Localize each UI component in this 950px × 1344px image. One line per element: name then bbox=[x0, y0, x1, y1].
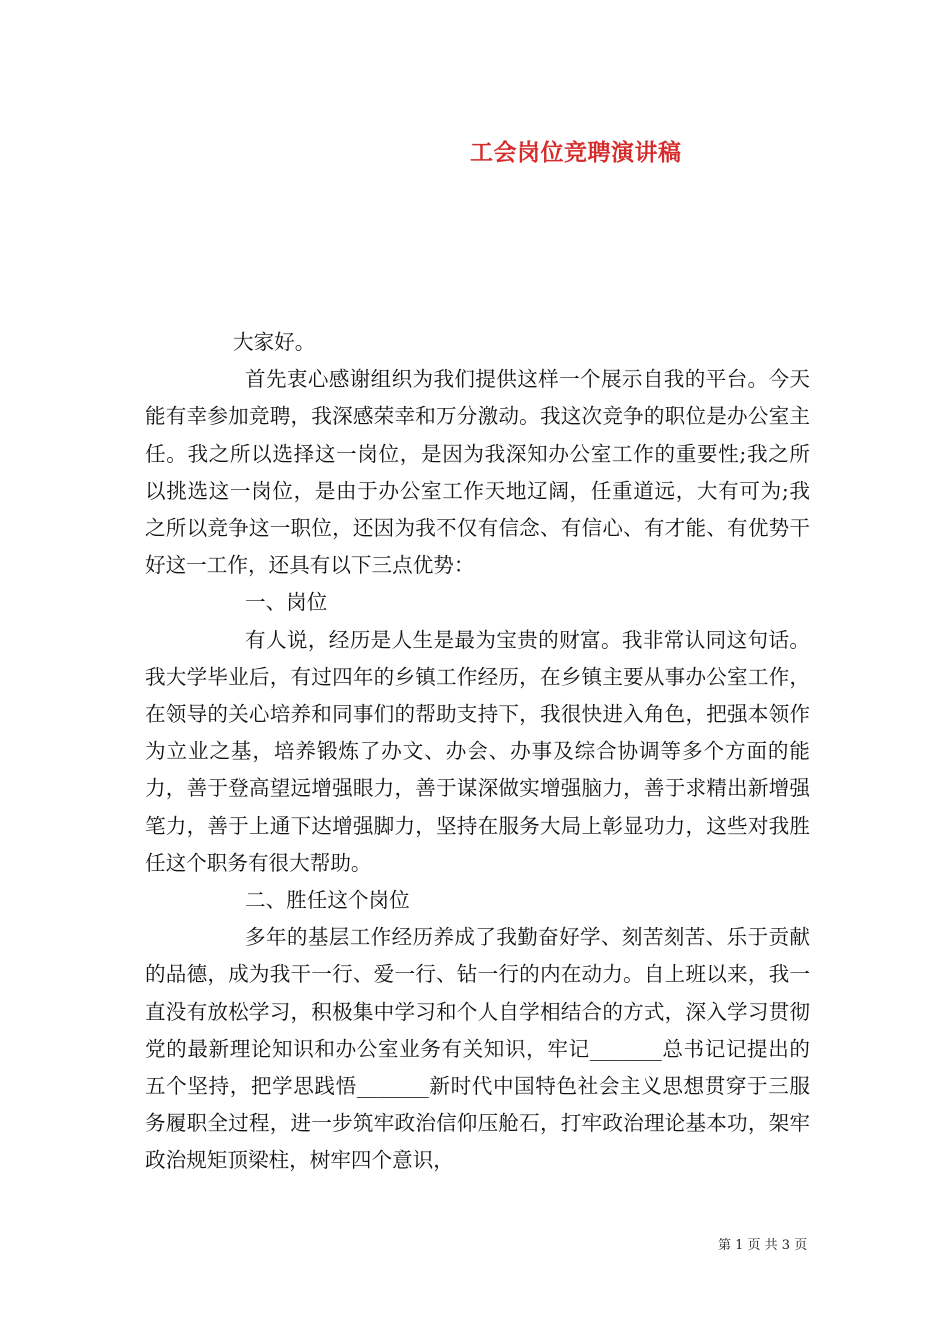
document-body bbox=[145, 324, 810, 1180]
section-heading-2: 二、胜任这个岗位 bbox=[245, 888, 410, 913]
section-heading-1: 一、岗位 bbox=[245, 590, 328, 615]
document-title: 工会岗位竞聘演讲稿 bbox=[470, 139, 682, 166]
paragraph-competence: 多年的基层工作经历养成了我勤奋好学、刻苦刻苦、乐于贡献的品德，成为我干一行、爱一行、钻一行的内在动力。自上班以来，我一直没有放松学习，积极集中学习和个人自学相结合的方式，深入学习贯彻党的最新理论知识和办公室业务有关知识，牢记_______总书记记提出的五个坚持，把学思践悟_______新时代中国特色社会主义思想贯穿于三服务履职全过程，进一步筑牢政治信仰压舱石，打牢政治理论基本功，架牢政治规矩顶梁柱，树牢四个意识， bbox=[145, 925, 810, 1173]
page-number: 第 1 页 共 3 页 bbox=[718, 1238, 808, 1253]
paragraph-experience: 有人说，经历是人生是最为宝贵的财富。我非常认同这句话。我大学毕业后，有过四年的乡镇工作经历，在乡镇主要从事办公室工作，在领导的关心培养和同事们的帮助支持下，我很快进入角色，把强本领作为立业之基，培养锻炼了办文、办会、办事及综合协调等多个方面的能力，善于登高望远增强眼力，善于谋深做实增强脑力，善于求精出新增强笔力，善于上通下达增强脚力，坚持在服务大局上彰显功力，这些对我胜任这个职务有很大帮助。 bbox=[145, 627, 810, 875]
paragraph-intro: 首先衷心感谢组织为我们提供这样一个展示自我的平台。今天能有幸参加竞聘，我深感荣幸和万分激动。我这次竞争的职位是办公室主任。我之所以选择这一岗位，是因为我深知办公室工作的重要性;我之所以挑选这一岗位，是由于办公室工作天地辽阔，任重道远，大有可为;我之所以竞争这一职位，还因为我不仅有信念、有信心、有才能、有优势干好这一工作，还具有以下三点优势： bbox=[145, 367, 810, 578]
greeting: 大家好。 bbox=[233, 330, 316, 354]
